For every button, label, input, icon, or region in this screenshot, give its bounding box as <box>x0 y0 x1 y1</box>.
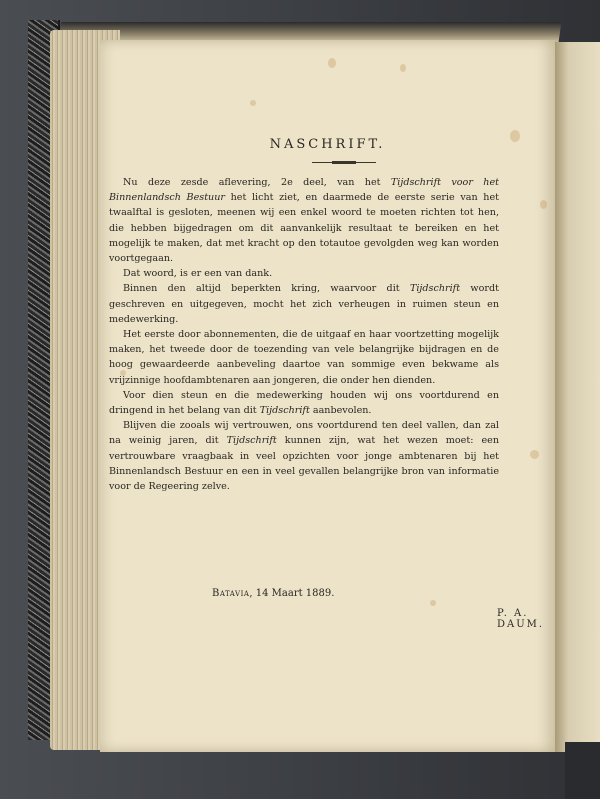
signature-date: , 14 Maart 1889. <box>249 588 335 599</box>
right-cover <box>565 742 600 799</box>
italic-title: Tijdschrift <box>226 435 277 447</box>
italic-title: Tijdschrift voor het Binnenlandsch Bestuur <box>109 177 499 204</box>
signature-place: Batavia <box>212 588 250 599</box>
book-top-edge <box>59 22 562 42</box>
body-text <box>109 175 499 494</box>
paragraph <box>109 175 499 266</box>
paragraph <box>109 418 499 494</box>
foxing-spot <box>430 600 436 606</box>
page-title: NASCHRIFT. <box>269 137 386 152</box>
paragraph <box>109 327 499 388</box>
foxing-spot <box>540 200 547 209</box>
book-page <box>100 40 555 752</box>
paragraph-text: Nu deze zesde aflevering, 2e deel, van het <box>123 177 391 188</box>
signature-name: P. A. DAUM. <box>497 608 545 630</box>
foxing-spot <box>328 58 336 68</box>
foxing-spot <box>400 64 406 72</box>
paragraph <box>109 388 499 418</box>
paragraph <box>109 266 499 281</box>
paragraph <box>109 281 499 327</box>
paragraph-text: aanbevolen. <box>309 405 372 417</box>
paragraph-text: Blijven die zooals wij vertrouwen, ons voortdurend ten deel vallen, dan zal na weinig jaren, dit <box>109 420 499 447</box>
foxing-spot <box>530 450 539 459</box>
foxing-spot <box>250 100 256 106</box>
paragraph-text: het licht ziet, en daarmede de eerste serie van het twaalftal is gesloten, meenen wij een enkel woord te moeten richten tot hen, die hebben bijgedragen om dit aanvankelijk resultaat te bereiken en het mogelijk te maken, dat met kracht op den totautoe gevolgden weg kan worden voortgegaan. <box>109 192 499 265</box>
paragraph-text: Dat woord, is er een van dank. <box>123 268 273 280</box>
paragraph-text: Voor dien steun en die medewerking houden wij ons voortdurend en dringend in het belang van dit <box>109 389 499 417</box>
paragraph-text: kunnen zijn, wat het wezen moet: een vertrouwbare vraagbaak in veel opzichten voor jonge ambtenaren bij het Binnenlandsch Bestuur en een in veel gevallen belangrijke bron van informatie voor de Regeering zelve. <box>109 435 499 493</box>
signature-place-date <box>212 588 334 599</box>
title-rule-center <box>332 161 356 164</box>
paragraph-text: wordt geschreven en uitgegeven, mocht het zich verheugen in ruimen steun en medewerking. <box>109 283 500 325</box>
italic-title: Tijdschrift <box>409 283 461 295</box>
paragraph-text: Binnen den altijd beperkten kring, waarvoor dit <box>123 283 410 295</box>
paragraph-text: Het eerste door abonnementen, die de uitgaaf en haar voortzetting mogelijk maken, het tweede door de toezending van vele belangrijke bijdragen en de hoog gewaardeerde aanbeveling daartoe van sommige even bekwame als vrijzinnige hoofdambtenaren aan jongeren, die onder hen dienden. <box>109 329 499 386</box>
italic-title: Tijdschrift <box>259 405 310 417</box>
right-page-edge <box>555 42 600 752</box>
